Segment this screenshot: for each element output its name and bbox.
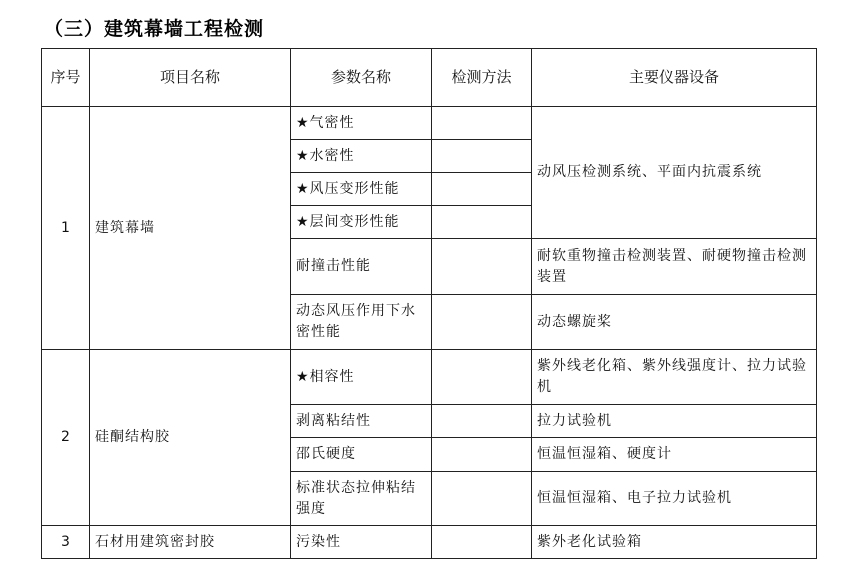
item-name-cell: 建筑幕墙	[90, 107, 291, 350]
table-row	[42, 350, 817, 405]
parameter-cell: ★层间变形性能	[291, 206, 432, 239]
equipment-cell: 动态螺旋桨	[532, 295, 817, 350]
parameter-cell: ★水密性	[291, 140, 432, 173]
item-name-cell: 石材用建筑密封胶	[90, 526, 291, 559]
method-cell	[432, 295, 532, 350]
header-test-method: 检测方法	[432, 49, 532, 107]
parameter-cell: ★相容性	[291, 350, 432, 405]
header-parameter-name: 参数名称	[291, 49, 432, 107]
testing-parameters-table	[41, 48, 817, 559]
equipment-cell: 恒温恒湿箱、电子拉力试验机	[532, 472, 817, 526]
method-cell	[432, 107, 532, 140]
parameter-cell: ★风压变形性能	[291, 173, 432, 206]
method-cell	[432, 472, 532, 526]
table-row	[42, 107, 817, 140]
parameter-cell: 动态风压作用下水密性能	[291, 295, 432, 350]
method-cell	[432, 140, 532, 173]
method-cell	[432, 438, 532, 472]
serial-no-cell: 2	[42, 350, 90, 526]
parameter-cell: 耐撞击性能	[291, 239, 432, 295]
method-cell	[432, 526, 532, 559]
section-heading: （三）建筑幕墙工程检测	[44, 18, 265, 40]
header-item-name: 项目名称	[90, 49, 291, 107]
header-main-equipment: 主要仪器设备	[532, 49, 817, 107]
equipment-cell: 动风压检测系统、平面内抗震系统	[532, 107, 817, 239]
parameter-cell: ★气密性	[291, 107, 432, 140]
method-cell	[432, 405, 532, 438]
equipment-cell: 紫外老化试验箱	[532, 526, 817, 559]
header-serial-no: 序号	[42, 49, 90, 107]
item-name-cell: 硅酮结构胶	[90, 350, 291, 526]
serial-no-cell: 3	[42, 526, 90, 559]
equipment-cell: 耐软重物撞击检测装置、耐硬物撞击检测装置	[532, 239, 817, 295]
method-cell	[432, 350, 532, 405]
table-header-row	[42, 49, 817, 107]
method-cell	[432, 173, 532, 206]
parameter-cell: 邵氏硬度	[291, 438, 432, 472]
method-cell	[432, 239, 532, 295]
method-cell	[432, 206, 532, 239]
equipment-cell: 拉力试验机	[532, 405, 817, 438]
parameter-cell: 标准状态拉伸粘结强度	[291, 472, 432, 526]
serial-no-cell: 1	[42, 107, 90, 350]
equipment-cell: 恒温恒湿箱、硬度计	[532, 438, 817, 472]
parameter-cell: 污染性	[291, 526, 432, 559]
parameter-cell: 剥离粘结性	[291, 405, 432, 438]
equipment-cell: 紫外线老化箱、紫外线强度计、拉力试验机	[532, 350, 817, 405]
table-row	[42, 526, 817, 559]
